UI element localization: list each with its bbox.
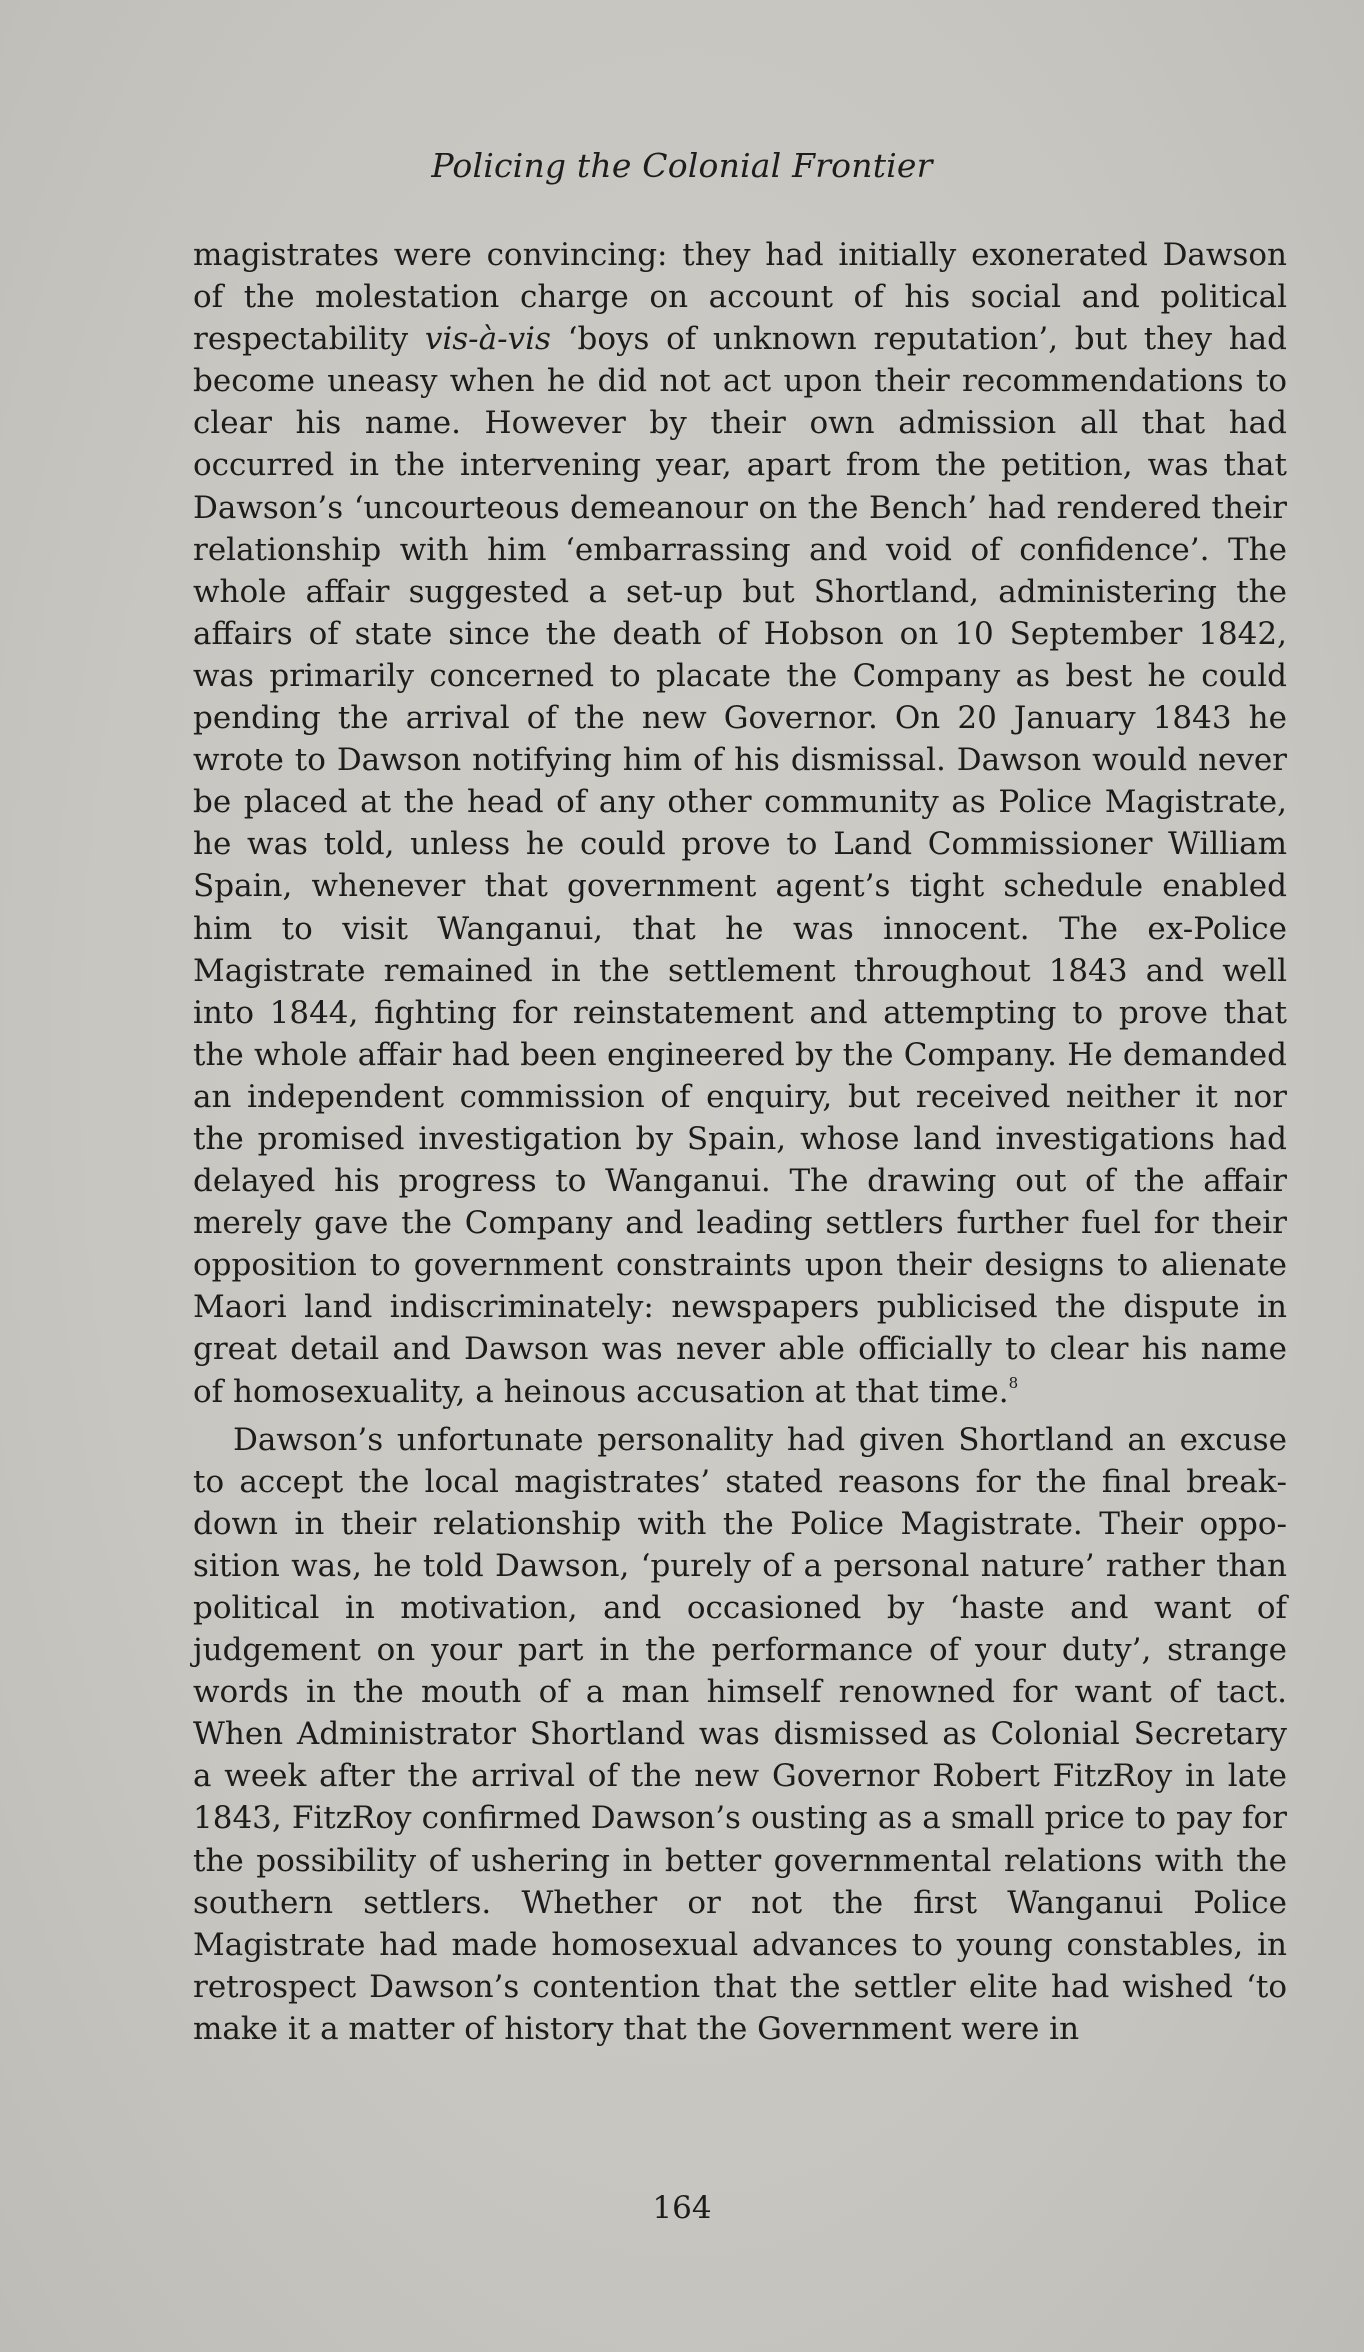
- paragraph-1-text-a: magistrates were convincing: they had initially exonerated Dawson of the molestation charge on account of his social and political respectability: [193, 237, 1287, 358]
- page-number: 164: [652, 2190, 712, 2226]
- body-text: [193, 234, 1287, 2050]
- paragraph-2: Dawson’s unfortunate personality had given Shortland an excuse to accept the local magistrates’ stated reasons for the final breakdown in their relationship with the Police Magistrate. Their opposition was, he told Dawson, ‘purely of a personal nature’ rather than political in motivation, and occasioned by ‘haste and want of judgement on your part in the performance of your duty’, strange words in the mouth of a man himself renowned for want of tact. When Administrator Shortland was dismissed as Colonial Secretary a week after the arrival of the new Governor Robert FitzRoy in late 1843, FitzRoy confirmed Dawson’s ousting as a small price to pay for the possibility of ushering in better governmental relations with the southern settlers. Whether or not the first Wanganui Police Magistrate had made homosexual advances to young constables, in retrospect Dawson’s contention that the settler elite had wished ‘to make it a matter of history that the Government were in: [193, 1421, 1287, 2047]
- paragraph-1-italic-term: vis-à-vis: [424, 321, 551, 358]
- paragraph-1: [193, 234, 1287, 1413]
- running-head: Policing the Colonial Frontier: [431, 146, 933, 185]
- paragraph-1-text-b: ‘boys of unknown reputation’, but they had become uneasy when he did not act upon their recommendations to clear his name. However by their own admission all that had occurred in the intervening year, apart from the petition, was that Dawson’s ‘uncourteous demeanour on the Bench’ had rendered their relationship with him ‘embarrassing and void of confidence’. The whole affair suggested a set-up but Shortland, administering the affairs of state since the death of Hobson on 10 September 1842, was primarily concerned to placate the Company as best he could pending the arrival of the new Governor. On 20 January 1843 he wrote to Dawson notifying him of his dismissal. Dawson would never be placed at the head of any other community as Police Magistrate, he was told, unless he could prove to Land Commissioner William Spain, whenever that government agent’s tight schedule enabled him to visit Wanganui, that he was innocent. The ex-Police Magistrate remained in the settlement throughout 1843 and well into 1844, fighting for reinstatement and attempting to prove that the whole affair had been engineered by the Company. He demanded an independent commission of enquiry, but received neither it nor the promised investigation by Spain, whose land investigations had delayed his progress to Wanganui. The drawing out of the affair merely gave the Company and leading settlers further fuel for their opposition to government constraints upon their designs to alienate Maori land indiscriminately: newspapers publicised the dispute in great detail and Dawson was never able officially to clear his name of homosexuality, a heinous accusation at that time.: [193, 321, 1287, 1410]
- footnote-marker: 8: [1008, 1373, 1019, 1392]
